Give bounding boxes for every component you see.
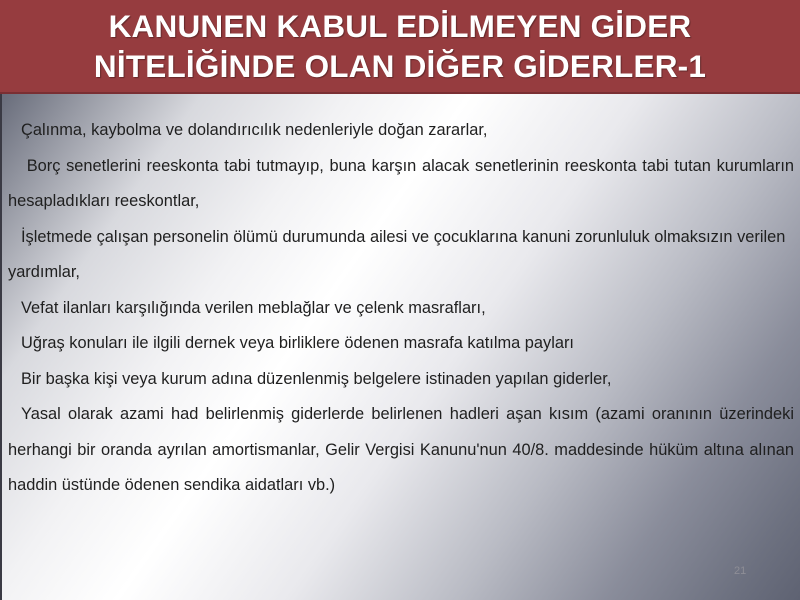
list-item (8, 149, 794, 220)
title-line-2: NİTELİĞİNDE OLAN DİĞER GİDERLER-1 (93, 48, 707, 84)
slide-left-edge (0, 94, 2, 600)
list-item-text: Vefat ilanları karşılığında verilen meblağlar ve çelenk masrafları, (21, 298, 486, 317)
list-item (8, 220, 794, 291)
list-item-text: Borç senetlerini reeskonta tabi tutmayıp, buna karşın alacak senetlerinin reeskonta tabi tutan kurumların hesapladıkları reeskontlar, (8, 156, 794, 210)
list-item-text: Çalınma, kaybolma ve dolandırıcılık nedenleriyle doğan zararlar, (21, 121, 488, 139)
page-number: 21 (734, 565, 747, 577)
title-bar (0, 0, 800, 94)
list-item-text: Bir başka kişi veya kurum adına düzenlenmiş belgelere istinaden yapılan giderler, (21, 369, 612, 388)
list-item-text: Uğraş konuları ile ilgili dernek veya birliklere ödenen masrafa katılma payları (21, 334, 574, 352)
title-line-1: KANUNEN KABUL EDİLMEYEN GİDER (108, 8, 692, 44)
list-item-text: Yasal olarak azami had belirlenmiş giderlerde belirlenen hadleri aşan kısım (azami oranının üzerindeki herhangi bir oranda ayrılan amortismanlar, Gelir Vergisi Kanunu'nun 40/8. maddesinde hüküm altına alınan haddin üstünde ödenen sendika aidatları vb.) (8, 405, 794, 494)
list-item-text: İşletmede çalışan personelin ölümü durumunda ailesi ve çocuklarına kanuni zorunluluk olmaksızın verilen yardımlar, (8, 227, 786, 281)
list-item (8, 362, 794, 398)
list-item (8, 291, 794, 327)
list-item (8, 397, 794, 504)
list-item (8, 113, 794, 149)
list-item (8, 326, 794, 362)
bullet-list (8, 113, 794, 504)
